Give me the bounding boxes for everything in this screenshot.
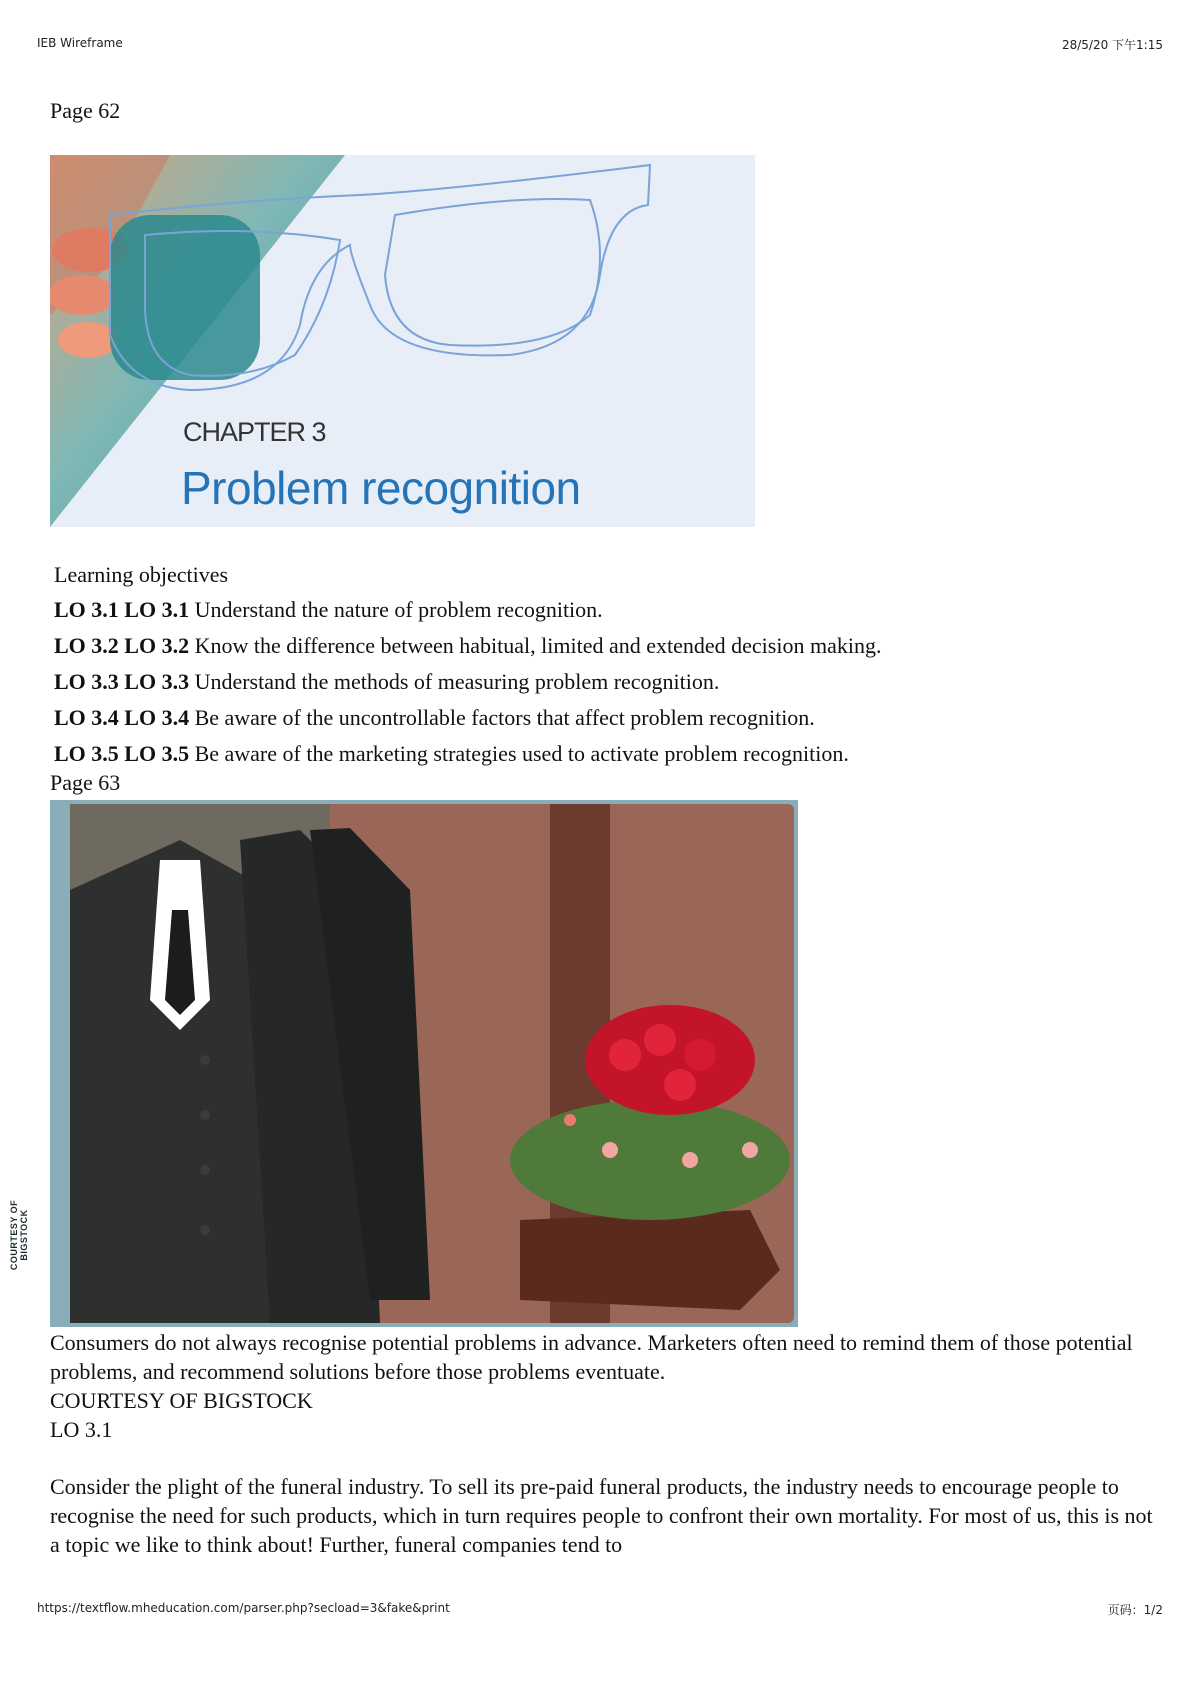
print-footer-page: 页码：1/2 [1107,1603,1163,1617]
objectives-heading: Learning objectives [54,562,229,587]
objective-text: Be aware of the uncontrollable factors that affect problem recognition. [194,705,815,730]
objective-code: LO 3.5 LO 3.5 [54,741,190,766]
print-footer-url[interactable]: https://textflow.mheducation.com/parser.php?secload=3&fake&print [37,1601,450,1615]
print-footer [37,1601,1163,1618]
photo-credit: COURTESY OF BIGSTOCK [50,1388,313,1413]
chapter-kicker: CHAPTER 3 [183,417,326,447]
objective-code: LO 3.2 LO 3.2 [54,633,190,658]
print-header [37,36,1163,53]
photo-credit-vertical: COURTESY OF BIGSTOCK [9,1199,29,1271]
lo-marker: LO 3.1 [50,1417,113,1442]
chapter-banner [50,155,755,527]
funeral-photo-illustration [50,800,798,1327]
page-label-62: Page 62 [50,98,121,123]
objective-code: LO 3.1 LO 3.1 [54,597,190,622]
learning-objectives [54,558,881,772]
objective-code: LO 3.4 LO 3.4 [54,705,190,730]
print-header-datetime: 28/5/20 下午1:15 [1061,38,1163,52]
objective-item [54,736,881,772]
objective-item [54,592,881,628]
objective-item [54,628,881,664]
chapter-title: Problem recognition [181,462,581,514]
objective-text: Be aware of the marketing strategies used to activate problem recognition. [194,741,849,766]
body-paragraph: Consider the plight of the funeral industry. To sell its pre-paid funeral products, the industry needs to encourage people to recognise the need for such products, which in turn requires people to confront their own mortality. For most of us, this is not a topic we like to think about! Further, funeral companies tend to [50,1474,1153,1557]
objective-text: Understand the nature of problem recognition. [194,597,603,622]
objective-item [54,664,881,700]
objective-item [54,700,881,736]
objective-text: Know the difference between habitual, limited and extended decision making. [194,633,882,658]
photo-caption: Consumers do not always recognise potential problems in advance. Marketers often need to remind them of those potential problems, and recommend solutions before those problems eventuate. [50,1330,1133,1384]
funeral-photo [50,800,798,1327]
page-label-63: Page 63 [50,770,121,795]
body-text [50,1328,1160,1559]
print-header-title: IEB Wireframe [37,36,123,50]
objective-text: Understand the methods of measuring problem recognition. [194,669,720,694]
objective-code: LO 3.3 LO 3.3 [54,669,190,694]
